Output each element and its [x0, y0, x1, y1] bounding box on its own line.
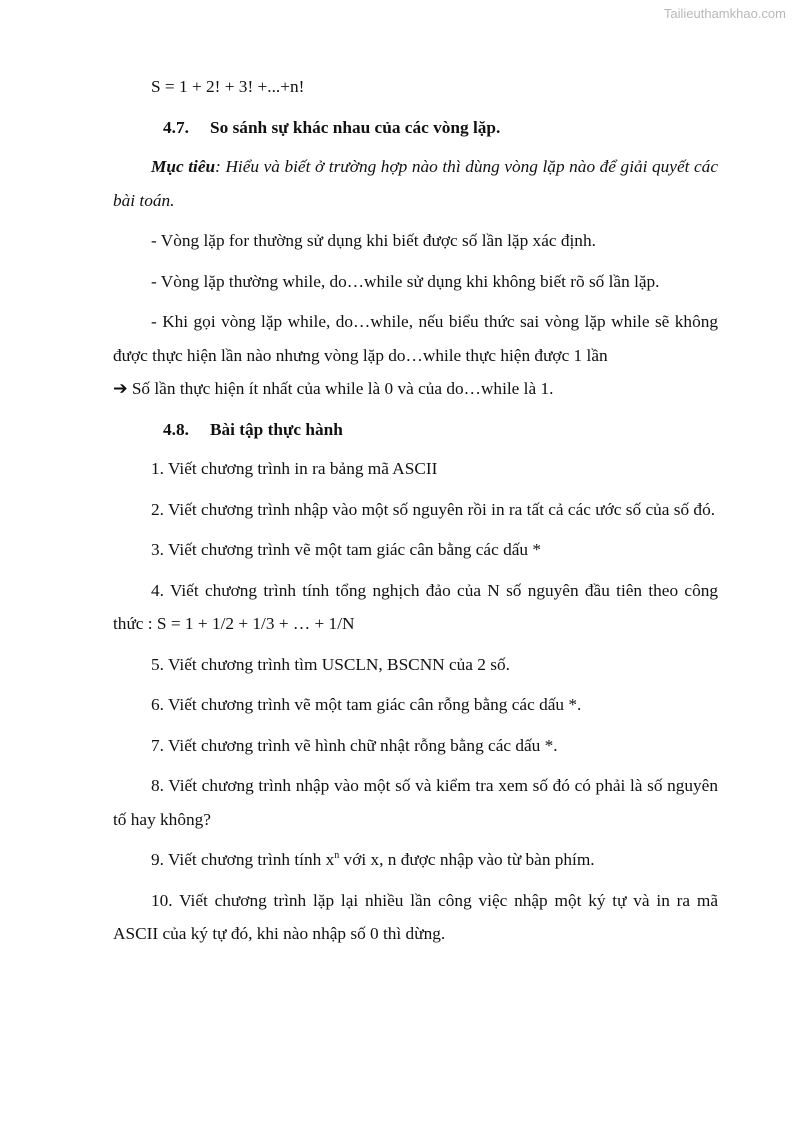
section-title: So sánh sự khác nhau của các vòng lặp.	[210, 117, 501, 137]
conclusion-text: Số lần thực hiện ít nhất của while là 0 và của do…while là 1.	[131, 379, 554, 398]
exercise-9-text-rest: với x, n được nhập vào từ bàn phím.	[339, 850, 595, 869]
comparison-point: - Khi gọi vòng lặp while, do…while, nếu biểu thức sai vòng lặp while sẽ không được thực hiện lần nào nhưng vòng lặp do…while thực hiện được 1 lần	[113, 312, 718, 365]
section-number: 4.7.	[163, 117, 189, 137]
exercise-item: 7. Viết chương trình vẽ hình chữ nhật rỗng bằng các dấu *.	[151, 735, 558, 755]
exercise-item: 8. Viết chương trình nhập vào một số và kiểm tra xem số đó có phải là số nguyên tố hay không?	[113, 776, 718, 829]
conclusion-line	[113, 372, 718, 406]
section-title: Bài tập thực hành	[210, 419, 343, 439]
objective-text: : Hiểu và biết ở trường hợp nào thì dùng vòng lặp nào để giải quyết các bài toán.	[113, 157, 718, 210]
exercise-item: 6. Viết chương trình vẽ một tam giác cân rỗng bằng các dấu *.	[151, 695, 582, 714]
exercise-item: 10. Viết chương trình lặp lại nhiều lần công việc nhập một ký tự và in ra mã ASCII của ký tự đó, khi nào nhập số 0 thì dừng.	[113, 890, 718, 943]
section-heading-4-7	[113, 111, 718, 145]
exercise-9-text: 9. Viết chương trình tính x	[151, 850, 335, 869]
factorial-sum-formula: S = 1 + 2! + 3! +...+n!	[151, 77, 305, 96]
objective-paragraph	[113, 150, 718, 217]
objective-label: Mục tiêu	[151, 157, 216, 176]
comparison-point: - Vòng lặp for thường sử dụng khi biết được số lần lặp xác định.	[151, 231, 596, 250]
exercise-item-power	[113, 843, 718, 877]
exercise-item: 3. Viết chương trình vẽ một tam giác cân bằng các dấu *	[151, 540, 542, 559]
arrow-icon: ➔	[113, 379, 128, 398]
exercise-item: 1. Viết chương trình in ra bảng mã ASCII	[151, 459, 438, 478]
watermark: Tailieuthamkhao.com	[663, 6, 786, 21]
exercise-item: 5. Viết chương trình tìm USCLN, BSCNN của 2 số.	[151, 654, 510, 674]
exponent-n: n	[334, 850, 340, 862]
document-page	[113, 70, 718, 958]
section-heading-4-8	[113, 413, 718, 447]
exercise-item: 2. Viết chương trình nhập vào một số nguyên rồi in ra tất cả các ước số của số đó.	[151, 499, 716, 519]
exercise-item: 4. Viết chương trình tính tổng nghịch đảo của N số nguyên đầu tiên theo công thức : S = 1 + 1/2 + 1/3 + … + 1/N	[113, 580, 718, 633]
comparison-point: - Vòng lặp thường while, do…while sử dụng khi không biết rõ số lần lặp.	[151, 271, 660, 291]
section-number: 4.8.	[163, 419, 189, 439]
